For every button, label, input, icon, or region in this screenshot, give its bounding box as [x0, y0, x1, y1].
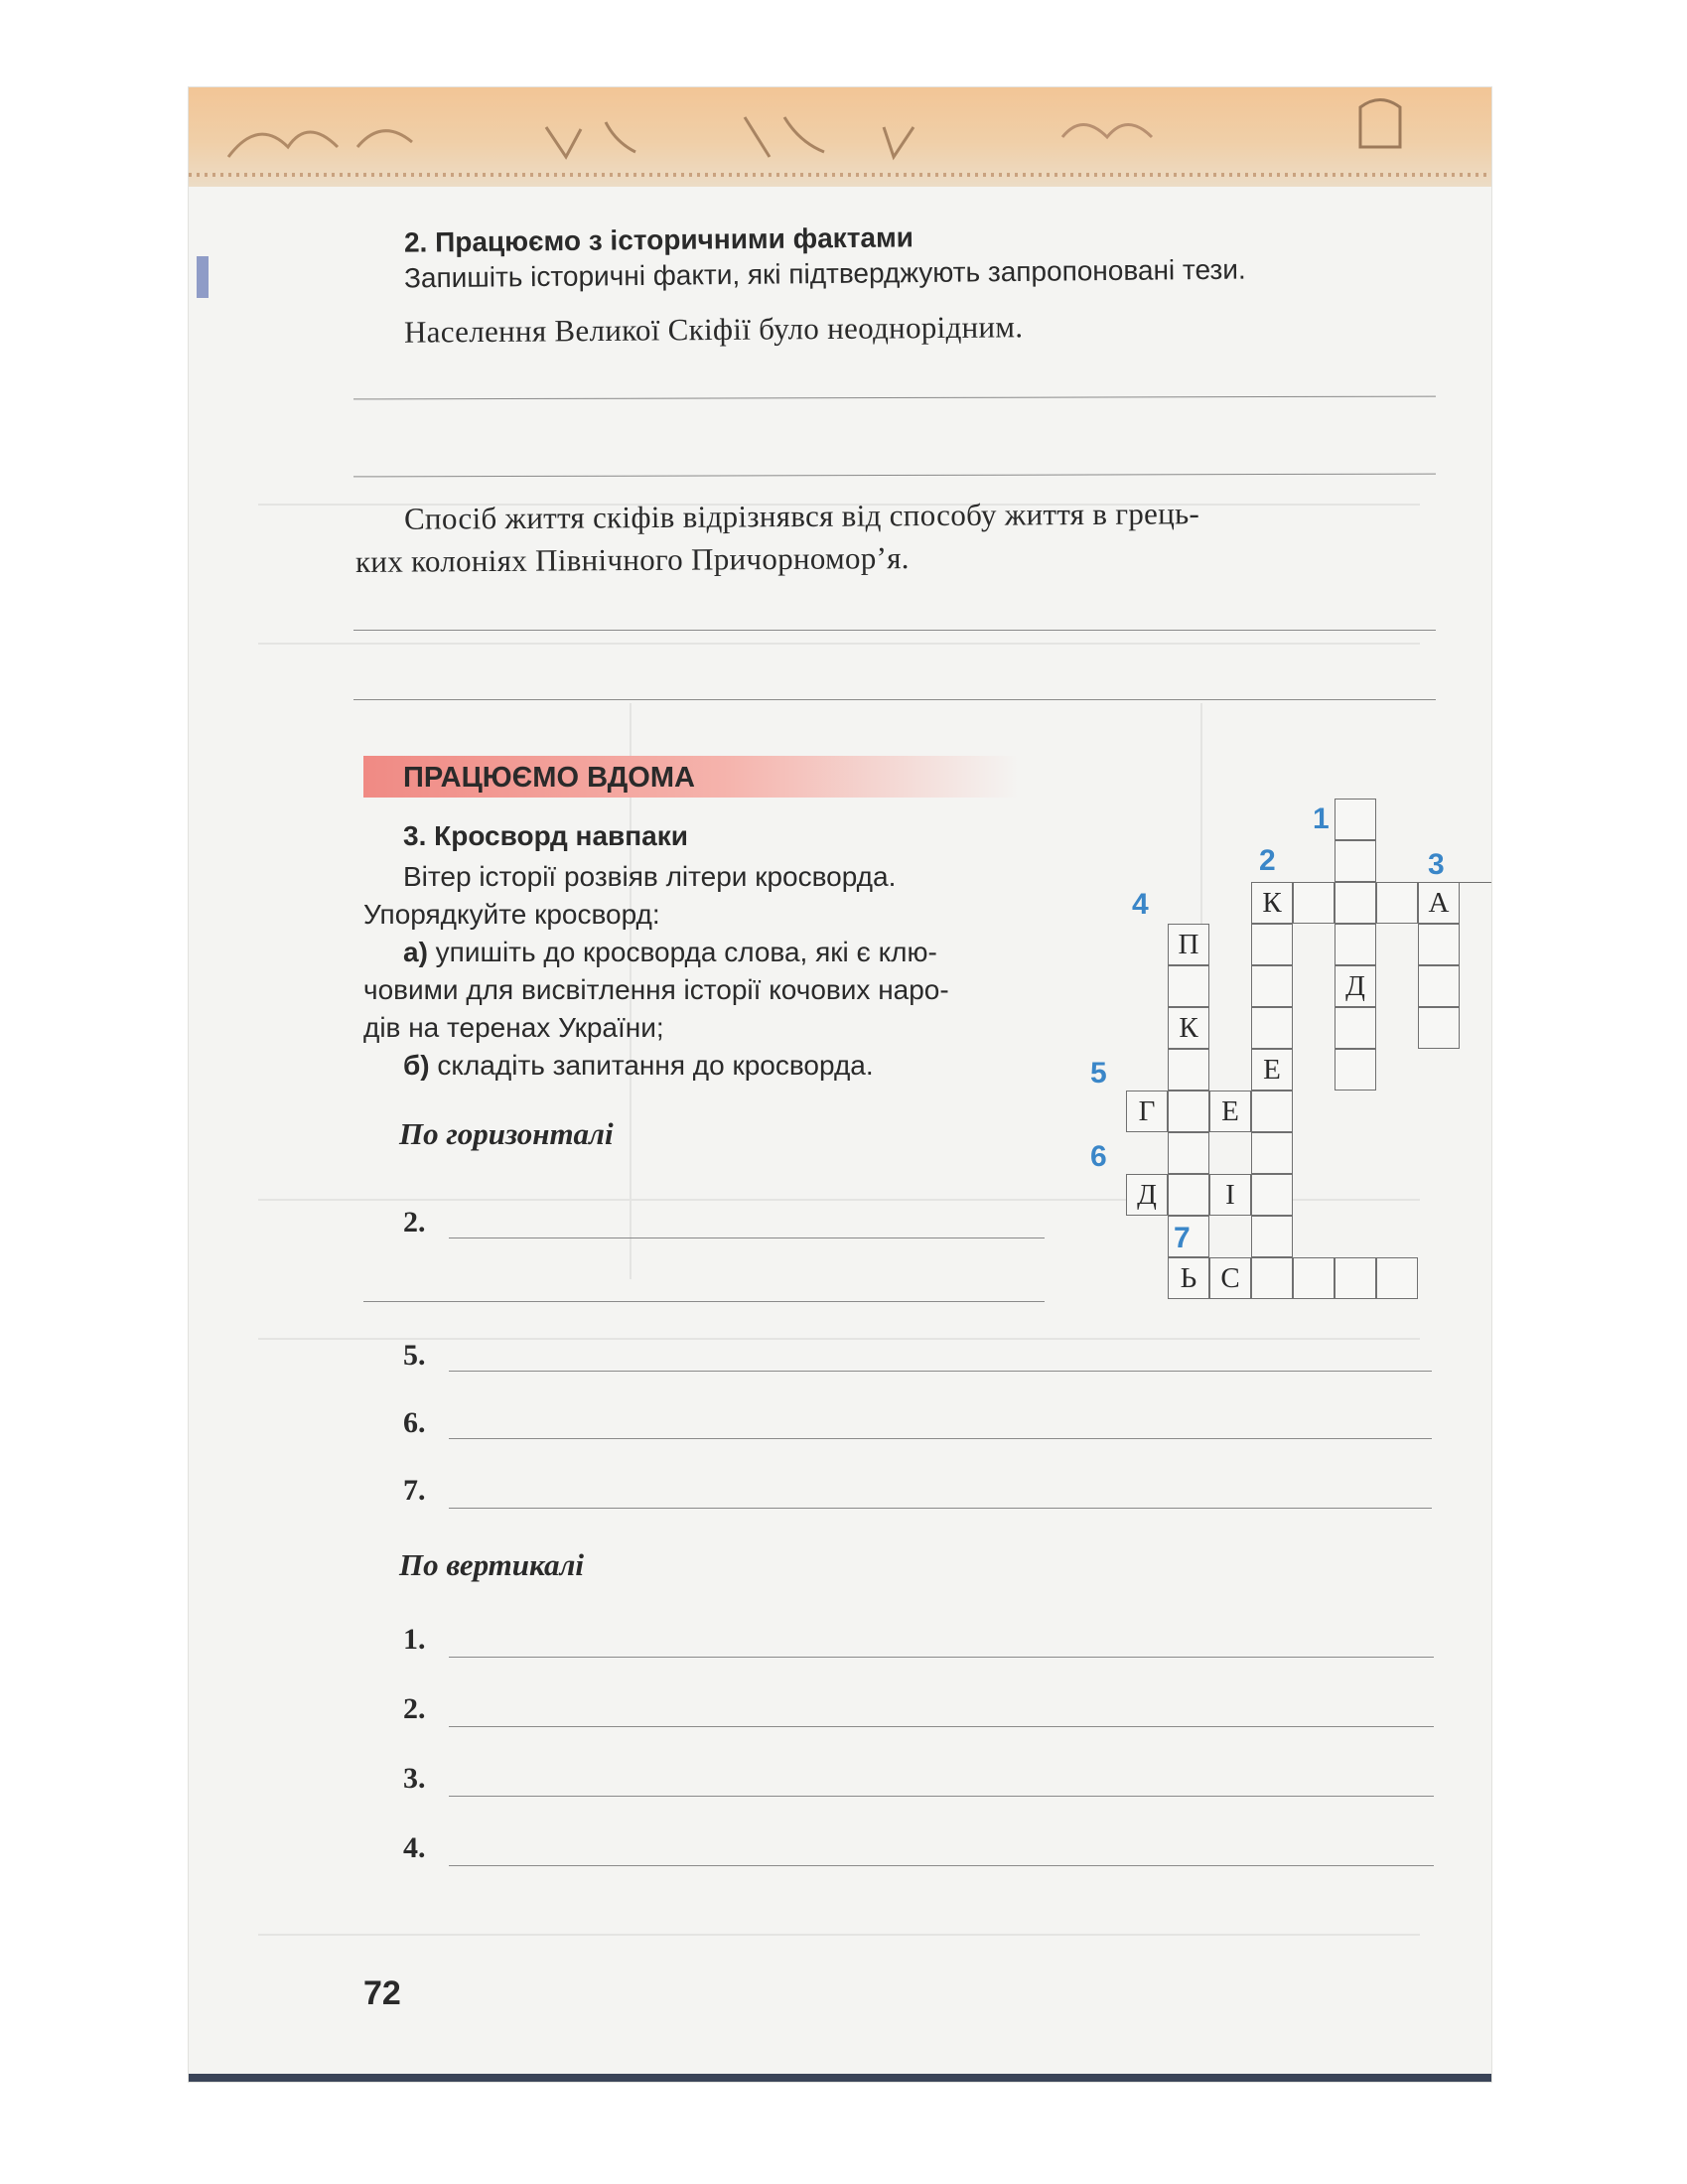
answer-line[interactable]	[353, 630, 1436, 631]
clue-label: 2.	[403, 1206, 426, 1238]
crossword-cell[interactable]: Д	[1335, 965, 1376, 1007]
banner-ornament-icon	[189, 87, 1491, 187]
clue-label: 5.	[403, 1339, 426, 1372]
page-number: 72	[363, 1974, 401, 2012]
crossword-cell[interactable]: Е	[1209, 1091, 1251, 1132]
crossword-cell[interactable]	[1251, 1216, 1293, 1257]
crossword-cell[interactable]	[1251, 965, 1293, 1007]
crossword-cell[interactable]: Д	[1126, 1174, 1168, 1216]
clue-number-7: 7	[1174, 1222, 1191, 1254]
crossword-cell[interactable]	[1168, 1132, 1209, 1174]
margin-marker	[197, 256, 209, 298]
crossword-cell[interactable]	[1168, 1091, 1209, 1132]
textbook-page	[189, 87, 1491, 2082]
crossword-cell[interactable]	[1168, 965, 1209, 1007]
crossword-cell[interactable]	[1418, 965, 1460, 1007]
crossword-cell[interactable]: П	[1168, 924, 1209, 965]
answer-line[interactable]	[363, 1301, 1045, 1302]
thesis-2-line-2: ких колоніях Північного Причорномор’я.	[354, 540, 910, 579]
task-3-intro-line-2: Упорядкуйте кросворд:	[363, 899, 660, 930]
task-3-item-a-line-3: дів на теренах України;	[363, 1012, 664, 1043]
crossword-cell[interactable]: К	[1251, 882, 1293, 924]
crossword-cell[interactable]	[1293, 882, 1335, 924]
section-2-heading: 2. Працюємо з історичними фактами	[403, 221, 914, 258]
crossword-cell[interactable]	[1335, 840, 1376, 882]
answer-line[interactable]	[449, 1438, 1432, 1439]
answer-line[interactable]	[449, 1865, 1434, 1866]
horizontal-title: По горизонталі	[399, 1116, 614, 1151]
crossword-cell[interactable]: К	[1168, 1007, 1209, 1049]
crossword-cell[interactable]	[1251, 1091, 1293, 1132]
clue-number-3: 3	[1428, 848, 1445, 881]
crossword-cell[interactable]	[1335, 799, 1376, 840]
crossword-cell[interactable]	[1251, 1132, 1293, 1174]
clue-number-1: 1	[1313, 802, 1330, 835]
crossword-cell[interactable]: С	[1209, 1257, 1251, 1299]
grid-edge	[1460, 882, 1491, 883]
crossword-cell[interactable]	[1293, 1257, 1335, 1299]
answer-line[interactable]	[449, 1726, 1434, 1727]
item-b-marker: б)	[403, 1050, 430, 1081]
clue-number-6: 6	[1090, 1140, 1107, 1173]
crossword-cell[interactable]	[1335, 1007, 1376, 1049]
answer-line[interactable]	[353, 699, 1436, 700]
clue-label: 4.	[403, 1831, 426, 1864]
crossword-cell[interactable]: І	[1209, 1174, 1251, 1216]
decorative-banner	[189, 87, 1491, 187]
crossword-cell[interactable]	[1418, 1007, 1460, 1049]
clue-label: 3.	[403, 1762, 426, 1795]
clue-label: 2.	[403, 1692, 426, 1725]
crossword-cell[interactable]	[1418, 924, 1460, 965]
answer-line[interactable]	[353, 396, 1436, 400]
clue-number-5: 5	[1090, 1057, 1107, 1090]
crossword-cell[interactable]: Е	[1251, 1049, 1293, 1091]
item-a-marker: а)	[403, 937, 428, 967]
answer-line[interactable]	[353, 474, 1436, 478]
section-2-instruction: Запишіть історичні факти, які підтверджують запропоновані тези.	[403, 253, 1246, 294]
crossword-cell[interactable]	[1376, 1257, 1418, 1299]
crossword-cell[interactable]	[1168, 1049, 1209, 1091]
vertical-title: По вертикалі	[399, 1547, 584, 1582]
clue-number-2: 2	[1259, 844, 1276, 877]
show-through-lines	[189, 87, 1491, 2082]
answer-line[interactable]	[449, 1796, 1434, 1797]
item-b-text: складіть запитання до кросворда.	[429, 1050, 874, 1081]
bottom-edge	[189, 2074, 1491, 2082]
clue-label: 1.	[403, 1623, 426, 1656]
crossword-cell[interactable]	[1168, 1174, 1209, 1216]
task-3-intro-line-1: Вітер історії розвіяв літери кросворда.	[403, 861, 897, 892]
thesis-1: Населення Великої Скіфії було неоднорідним.	[403, 309, 1024, 350]
crossword-cell[interactable]: А	[1418, 882, 1460, 924]
homework-label: ПРАЦЮЄМО ВДОМА	[403, 762, 695, 794]
task-3-heading: 3. Кросворд навпаки	[403, 820, 688, 851]
homework-banner	[363, 756, 1019, 798]
clue-label: 7.	[403, 1474, 426, 1507]
item-a-text: упишіть до кросворда слова, які є клю-	[427, 937, 937, 967]
answer-line[interactable]	[449, 1371, 1432, 1372]
task-3-item-a-line-2: човими для висвітлення історії кочових наро-	[363, 974, 949, 1005]
answer-line[interactable]	[449, 1508, 1432, 1509]
crossword-cell[interactable]: Г	[1126, 1091, 1168, 1132]
crossword-cell[interactable]	[1335, 1257, 1376, 1299]
thesis-2-line-1: Спосіб життя скіфів відрізнявся від способу життя в грець-	[403, 496, 1200, 536]
crossword-cell[interactable]	[1251, 1007, 1293, 1049]
crossword-cell[interactable]: Ь	[1168, 1257, 1209, 1299]
task-3-item-b	[403, 1047, 874, 1085]
crossword-cell[interactable]	[1251, 924, 1293, 965]
answer-line[interactable]	[449, 1657, 1434, 1658]
clue-label: 6.	[403, 1406, 426, 1439]
clue-number-4: 4	[1132, 888, 1149, 921]
crossword-cell[interactable]	[1251, 1257, 1293, 1299]
task-3-item-a-line-1	[403, 934, 937, 971]
crossword-cell[interactable]	[1335, 1049, 1376, 1091]
crossword-cell[interactable]	[1376, 882, 1418, 924]
crossword-cell[interactable]	[1335, 882, 1376, 924]
crossword-cell[interactable]	[1251, 1174, 1293, 1216]
crossword-cell[interactable]	[1335, 924, 1376, 965]
